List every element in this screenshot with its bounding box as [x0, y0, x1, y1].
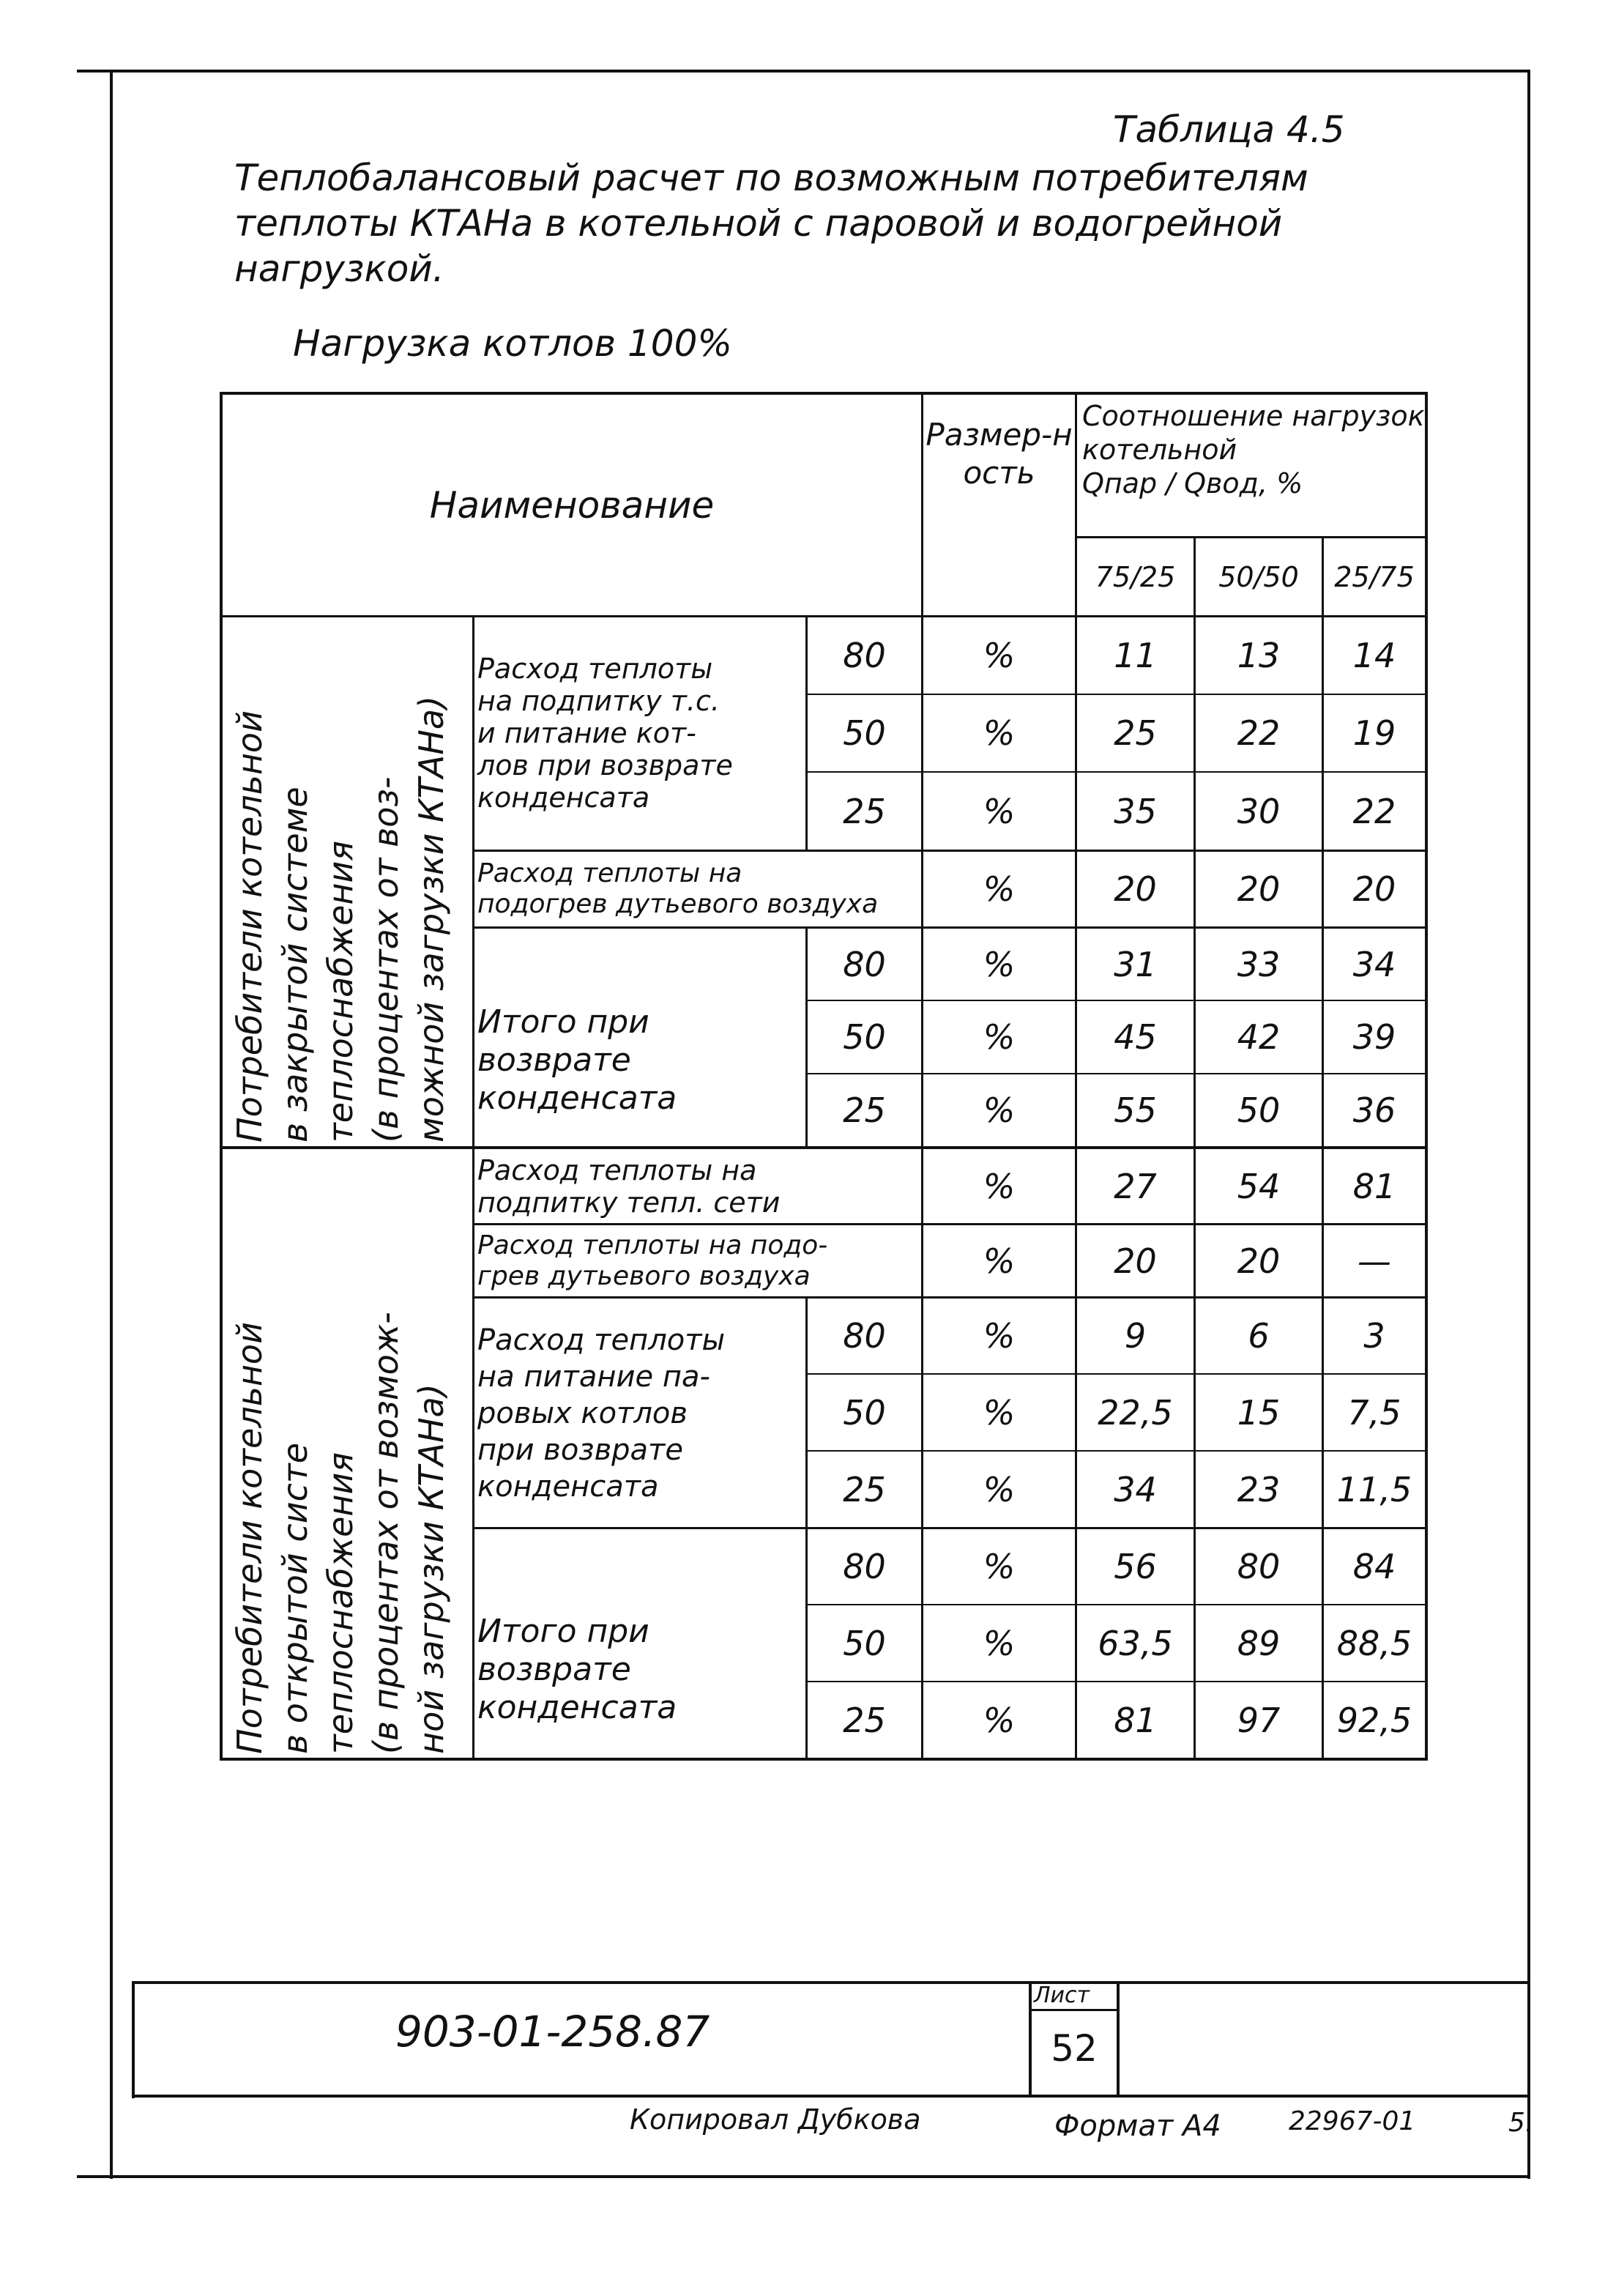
value-cell: 20 — [1352, 869, 1396, 909]
group-1-label — [227, 696, 454, 1143]
sub-cell: 80 — [843, 1547, 886, 1586]
sub-cell: 50 — [843, 713, 886, 753]
row-item-line: грев дутьевого воздуха — [477, 1260, 811, 1291]
row-item-line: ровых котлов — [477, 1397, 688, 1430]
sub-cell: 50 — [843, 1623, 886, 1663]
copier-name: Дубкова — [798, 2103, 921, 2136]
value-cell: 20 — [1114, 1241, 1157, 1281]
value-cell: 54 — [1237, 1167, 1281, 1206]
value-cell: 22 — [1237, 713, 1281, 753]
unit-cell: % — [983, 1547, 1016, 1586]
sub-cell: 25 — [843, 1091, 886, 1130]
value-cell: 14 — [1352, 636, 1396, 675]
group-2-label — [227, 1312, 454, 1754]
row-item-line: Расход теплоты — [477, 653, 713, 685]
unit-cell: % — [983, 636, 1016, 675]
row-item — [477, 852, 920, 926]
row-item-line: возврате — [477, 1651, 631, 1688]
title — [234, 155, 1308, 291]
unit-cell: % — [983, 1091, 1016, 1130]
value-cell: 15 — [1237, 1392, 1281, 1433]
group-label-line: теплоснабжения — [321, 840, 360, 1143]
group-label-line: Потребители котельной — [230, 710, 269, 1143]
sub-cell: 25 — [843, 791, 886, 831]
stamp-sheet-right — [1117, 1981, 1120, 2097]
top-frame-line — [77, 70, 1530, 73]
sub-cell: 50 — [843, 1392, 886, 1433]
value-cell: 22 — [1352, 791, 1396, 831]
row-item-line: подпитку тепл. сети — [477, 1186, 781, 1219]
value-cell: 9 — [1124, 1316, 1147, 1356]
group-label-line: можной загрузки КТАНа) — [412, 696, 451, 1143]
row-item-line: Итого при — [477, 1003, 649, 1041]
row-item-line: конденсата — [477, 1689, 677, 1726]
value-cell: 35 — [1114, 791, 1157, 831]
value-cell: 25 — [1114, 713, 1157, 753]
group-label-col — [472, 615, 474, 1761]
unit-cell: % — [983, 1316, 1016, 1356]
sub-cell: 80 — [843, 636, 886, 675]
row-item — [477, 974, 803, 1146]
row-item-line: возврате — [477, 1041, 631, 1079]
value-cell: 81 — [1114, 1700, 1157, 1740]
unit-cell: % — [983, 1167, 1016, 1206]
value-cell: — — [1358, 1241, 1391, 1281]
sub-cell: 25 — [843, 1700, 886, 1740]
value-cell: 81 — [1352, 1167, 1396, 1206]
group-label-line: в открытой систе — [275, 1442, 315, 1754]
table-border-top — [220, 392, 1428, 395]
value-cell: 20 — [1237, 869, 1281, 909]
value-cell: 34 — [1352, 944, 1396, 984]
row-item-line: конденсата — [477, 1470, 659, 1504]
unit-cell: % — [983, 713, 1016, 753]
value-cell: 80 — [1237, 1547, 1281, 1586]
value-cell: 11,5 — [1336, 1469, 1412, 1509]
header-ratio-line: котельной — [1082, 434, 1237, 466]
value-cell: 11 — [1114, 636, 1157, 675]
sub-cell: 25 — [843, 1469, 886, 1509]
sub-cell: 80 — [843, 1316, 886, 1356]
right-frame-line — [1527, 70, 1530, 2179]
value-cell: 30 — [1237, 791, 1281, 831]
stamp-sheet-split — [1029, 2009, 1120, 2011]
row-item-line: Расход теплоты на — [477, 858, 742, 888]
unit-cell: % — [983, 791, 1016, 831]
value-cell: 89 — [1237, 1623, 1281, 1663]
value-cell: 23 — [1237, 1469, 1281, 1509]
value-cell: 42 — [1237, 1017, 1281, 1057]
header-ratio-line: Qпар / Qвод, % — [1082, 467, 1303, 499]
header-unit: Размер-ность — [926, 417, 1073, 491]
group-label-line: (в процентах от воз- — [366, 776, 406, 1143]
group-split — [220, 1146, 1428, 1149]
ratio-col-1: 75/25 — [1095, 560, 1176, 593]
unit-cell: % — [983, 1017, 1016, 1057]
row-item — [477, 1150, 920, 1223]
row-item-line: на подпитку т.с. — [477, 685, 720, 717]
title-line: теплоты КТАНа в котельной с паровой и водогрейной — [234, 202, 1283, 245]
row-item — [477, 1225, 920, 1296]
unit-cell: % — [983, 944, 1016, 984]
value-cell: 39 — [1352, 1017, 1396, 1057]
unit-cell: % — [983, 869, 1016, 909]
footer-extra: 5. — [1508, 2108, 1534, 2138]
stamp-sheet-left — [1029, 1981, 1032, 2097]
order-number: 22967-01 — [1289, 2106, 1416, 2136]
value-cell: 3 — [1363, 1316, 1385, 1356]
unit-cell: % — [983, 1700, 1016, 1740]
group-label-line: в закрытой системе — [275, 787, 315, 1143]
title-line: Теплобалансовый расчет по возможным потребителям — [234, 157, 1308, 199]
value-cell: 33 — [1237, 944, 1281, 984]
title-line: нагрузкой. — [234, 248, 444, 290]
row-item-line: Итого при — [477, 1613, 649, 1650]
group-label-line: ной загрузки КТАНа) — [412, 1383, 451, 1754]
table-number: Таблица 4.5 — [1113, 108, 1345, 151]
header-name: Наименование — [429, 484, 715, 527]
row-item — [477, 1582, 803, 1758]
row-item-line: и питание кот- — [477, 717, 696, 749]
row-item-line: Расход теплоты — [477, 1323, 726, 1357]
bottom-frame-line — [77, 2175, 1530, 2178]
doc-number: 903-01-258.87 — [395, 2007, 710, 2057]
value-cell: 55 — [1114, 1091, 1157, 1130]
value-cell: 97 — [1237, 1700, 1281, 1740]
unit-cell: % — [983, 1392, 1016, 1433]
value-cell: 56 — [1114, 1547, 1157, 1586]
stamp-left-line — [132, 1981, 135, 2098]
value-cell: 50 — [1237, 1091, 1281, 1130]
format-label: Формат А4 — [1054, 2109, 1221, 2143]
table-border-right — [1425, 392, 1428, 1761]
stamp-top-line — [132, 1981, 1530, 1984]
value-cell: 88,5 — [1336, 1623, 1412, 1663]
subtitle: Нагрузка котлов 100% — [293, 322, 732, 365]
row-item-line: подогрев дутьевого воздуха — [477, 889, 879, 919]
ratio-col-3: 25/75 — [1334, 560, 1415, 593]
value-cell: 7,5 — [1347, 1392, 1401, 1433]
row-item-line: на питание па- — [477, 1360, 710, 1394]
row-item-line: Расход теплоты на — [477, 1154, 757, 1186]
row-item-line: конденсата — [477, 1079, 677, 1117]
row-item — [477, 619, 803, 847]
unit-cell: % — [983, 1241, 1016, 1281]
value-cell: 36 — [1352, 1091, 1396, 1130]
row-item-line: Расход теплоты на подо- — [477, 1230, 828, 1260]
value-cell: 92,5 — [1336, 1700, 1412, 1740]
row-item-line: при возврате — [477, 1433, 683, 1467]
row-item — [477, 1300, 803, 1527]
header-ratio — [1082, 399, 1426, 500]
ratio-col-2: 50/50 — [1218, 560, 1299, 593]
value-cell: 63,5 — [1098, 1623, 1173, 1663]
value-cell: 6 — [1248, 1316, 1270, 1356]
value-cell: 27 — [1114, 1167, 1157, 1206]
value-cell: 34 — [1114, 1469, 1157, 1509]
value-cell: 31 — [1114, 944, 1157, 984]
unit-cell: % — [983, 1623, 1016, 1663]
sub-cell: 50 — [843, 1017, 886, 1057]
unit-cell: % — [983, 1469, 1016, 1509]
left-margin-line — [110, 70, 113, 2179]
value-cell: 20 — [1114, 869, 1157, 909]
group-label-line: Потребители котельной — [230, 1322, 269, 1754]
stamp-bottom-line — [132, 2095, 1530, 2098]
sub-cell: 80 — [843, 944, 886, 984]
group-label-line: (в процентах от возмож- — [366, 1312, 406, 1754]
table-border-bottom — [220, 1758, 1428, 1761]
sheet-number: 52 — [1051, 2027, 1098, 2070]
group-label-line: теплоснабжения — [321, 1452, 360, 1754]
sheet-label: Лист — [1034, 1983, 1090, 2008]
value-cell: 84 — [1352, 1547, 1396, 1586]
value-cell: 22,5 — [1098, 1392, 1173, 1433]
copied-label: Копировал — [630, 2103, 789, 2136]
row-item-line: лов при возврате — [477, 749, 733, 781]
value-cell: 19 — [1352, 713, 1396, 753]
value-cell: 13 — [1237, 636, 1281, 675]
row-item-line: конденсата — [477, 781, 650, 814]
value-cell: 20 — [1237, 1241, 1281, 1281]
header-ratio-line: Соотношение нагрузок — [1082, 400, 1425, 432]
value-cell: 45 — [1114, 1017, 1157, 1057]
